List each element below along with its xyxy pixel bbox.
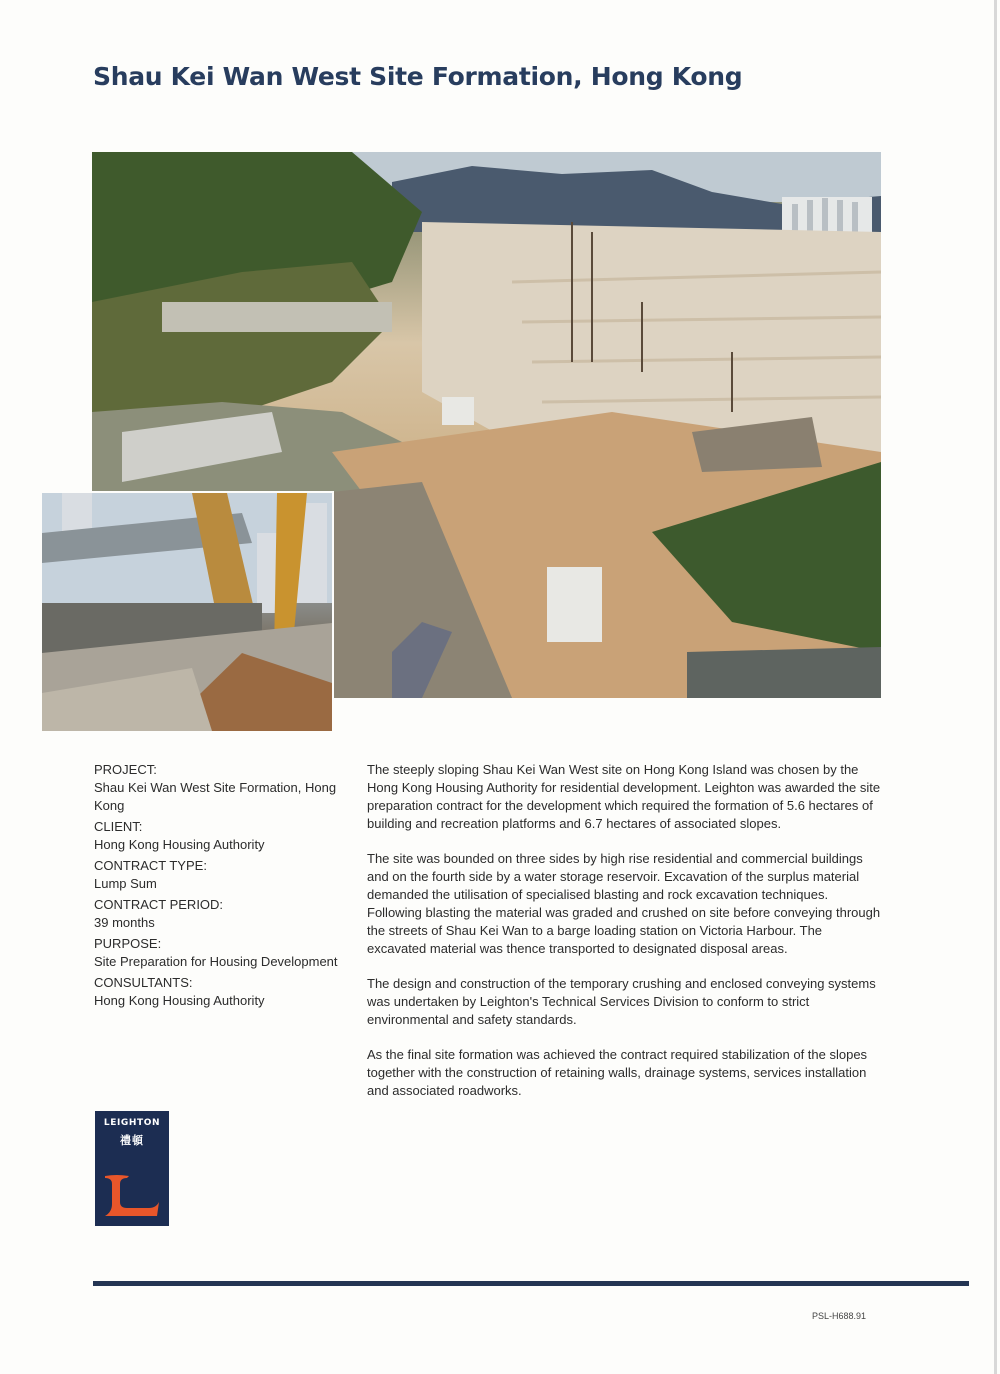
- contract-type-label: CONTRACT TYPE:: [94, 858, 207, 873]
- leighton-l-icon: [103, 1172, 161, 1218]
- paragraph-3: The design and construction of the temporary crushing and enclosed conveying systems was undertaken by Leighton's Technical Services Division to conform to strict environmental and safety standards.: [367, 976, 876, 1027]
- client-label: CLIENT:: [94, 819, 143, 834]
- contract-period-label: CONTRACT PERIOD:: [94, 897, 224, 912]
- project-description: [367, 761, 882, 1117]
- footer-rule: [93, 1281, 969, 1286]
- paragraph-1: The steeply sloping Shau Kei Wan West site on Hong Kong Island was chosen by the Hong Kong Housing Authority for residential development. Leighton was awarded the site preparation contract for the development which required the formation of 5.6 hectares of building and recreation platforms and 6.7 hectares of associated slopes.: [367, 762, 881, 831]
- project-label: PROJECT:: [94, 762, 157, 777]
- client-value: Hong Kong Housing Authority: [94, 837, 265, 852]
- consultants-value: Hong Kong Housing Authority: [94, 993, 265, 1008]
- purpose-value: Site Preparation for Housing Development: [94, 954, 338, 969]
- page-edge-shadow: [994, 0, 997, 1374]
- project-details: [94, 761, 344, 1010]
- consultants-label: CONSULTANTS:: [94, 975, 193, 990]
- document-reference: PSL-H688.91: [812, 1311, 867, 1321]
- logo-chinese-name: 禮頓: [120, 1135, 144, 1147]
- paragraph-2: The site was bounded on three sides by high rise residential and commercial buildings and on the fourth side by a water storage reservoir. Excavation of the surplus material demanded the utilisation of specialised blasting and rock excavation techniques. Following blasting the material was graded and crushed on site before conveying through the streets of Shau Kei Wan to a barge loading station on Victoria Harbour. The excavated material was thence transported to designated disposal areas.: [367, 851, 881, 956]
- contract-period-value: 39 months: [94, 915, 155, 930]
- page-title: Shau Kei Wan West Site Formation, Hong Kong: [93, 62, 743, 91]
- conveyor-crusher-photo: [42, 493, 332, 731]
- contract-type-value: Lump Sum: [94, 876, 157, 891]
- leighton-logo: [95, 1111, 169, 1226]
- project-value: Shau Kei Wan West Site Formation, Hong Kong: [94, 780, 337, 813]
- logo-wordmark: LEIGHTON: [103, 1118, 161, 1128]
- purpose-label: PURPOSE:: [94, 936, 162, 951]
- paragraph-4: As the final site formation was achieved the contract required stabilization of the slopes together with the construction of retaining walls, drainage systems, services installation and associated roadworks.: [367, 1047, 868, 1098]
